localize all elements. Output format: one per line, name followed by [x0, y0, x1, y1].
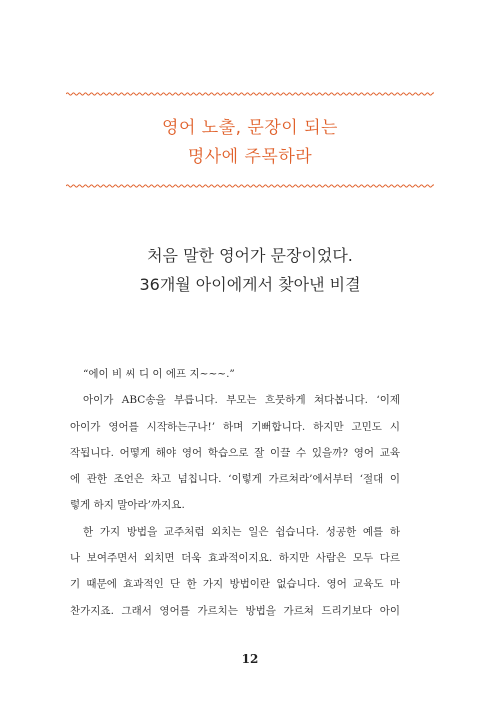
- body-line: “에이 비 씨 디 이 에프 지~~~.”: [83, 368, 235, 380]
- body-line: 나 보여주면서 외치면 더욱 효과적이지요. 하지만 사람은 모두 다르: [70, 552, 400, 565]
- subtitle-line-2: 36개월 아이에게서 찾아낸 비결: [139, 275, 361, 294]
- bottom-wavy-divider: [66, 182, 434, 190]
- body-line: 에 관한 조언은 차고 넘칩니다. ‘이렇게 가르쳐라’에서부터 ‘절대 이: [70, 473, 400, 486]
- body-text: [70, 361, 400, 624]
- body-line: 아이가 영어를 시작하는구나!’ 하며 기뻐합니다. 하지만 고민도 시: [70, 420, 400, 433]
- body-line: 작됩니다. 어떻게 해야 영어 학습으로 잘 이끌 수 있을까? 영어 교육: [70, 446, 400, 459]
- chapter-title-line-2: 명사에 주목하라: [187, 147, 313, 167]
- body-line: 아이가 ABC송을 부릅니다. 부모는 흐뭇하게 쳐다봅니다. ‘이제: [83, 394, 400, 407]
- section-subtitle: [0, 241, 500, 299]
- body-line: 렇게 하지 말아라’까지요.: [70, 499, 185, 512]
- subtitle-line-1: 처음 말한 영어가 문장이었다.: [147, 246, 353, 265]
- body-line: 기 때문에 효과적인 단 한 가지 방법이란 없습니다. 영어 교육도 마: [70, 578, 400, 591]
- top-wavy-divider: [66, 90, 434, 98]
- chapter-title: [0, 114, 500, 172]
- body-line: 찬가지죠. 그래서 영어를 가르치는 방법을 가르쳐 드리기보다 아이: [70, 604, 400, 617]
- chapter-title-line-1: 영어 노출, 문장이 되는: [162, 118, 338, 138]
- body-line: 한 가지 방법을 교주처럼 외치는 일은 쉽습니다. 성공한 예를 하: [83, 525, 400, 538]
- page-number: 12: [241, 652, 259, 666]
